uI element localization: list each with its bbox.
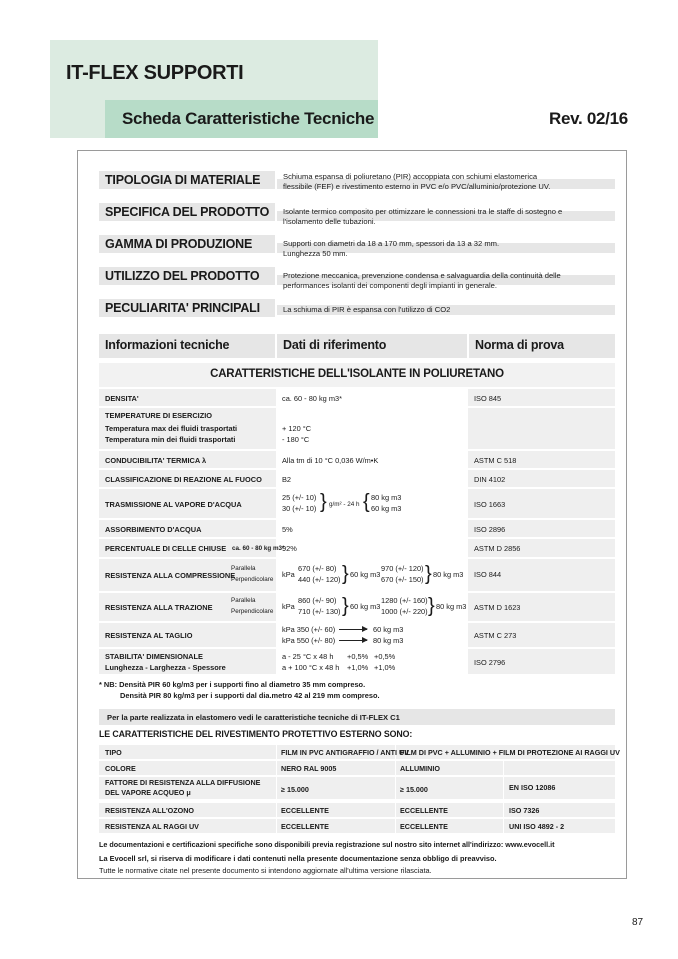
- row-sublabel: Perpendicolare: [231, 576, 274, 583]
- row-value: 30 (+/- 10): [282, 504, 317, 513]
- table-row: [99, 389, 615, 406]
- coating-row: [99, 745, 620, 759]
- row-label: RESISTENZA AL TAGLIO: [105, 631, 193, 640]
- overview-text: [283, 207, 613, 227]
- arrow-right-icon: [339, 629, 367, 630]
- coating-row: [99, 819, 615, 833]
- row-unit: g/m² - 24 h: [329, 501, 360, 508]
- row-value: 670 (+/- 80): [298, 564, 337, 573]
- row-value: 80 kg m3: [373, 636, 404, 645]
- row-label-extra: ca. 60 - 80 kg m3*: [232, 545, 285, 552]
- brace-icon: }: [342, 563, 349, 585]
- row-sublabel: Parallela: [231, 565, 256, 572]
- row-sublabel: Temperatura min dei fluidi trasportati: [105, 435, 236, 444]
- row-label: RESISTENZA ALLA TRAZIONE: [105, 603, 213, 612]
- overview-line: flessibile (FEF) e rivestimento esterno in PVC e/o PVC/alluminio/protezione UV.: [283, 182, 551, 191]
- footer-line: Tutte le normative citate nel presente documento si intendono aggiornate all'ultima versione rilasciata.: [99, 866, 432, 875]
- row-value: +1,0%: [374, 663, 396, 672]
- brace-icon: {: [363, 491, 370, 513]
- row-sublabel: Perpendicolare: [231, 608, 274, 615]
- row-unit: kPa: [282, 570, 295, 579]
- coating-label: FATTORE DI RESISTENZA ALLA DIFFUSIONE DEL VAPORE ACQUEO μ: [105, 778, 261, 797]
- overview-text: [283, 271, 613, 291]
- coating-norm: UNI ISO 4892 - 2: [509, 822, 565, 831]
- row-value: kPa 350 (+/- 60): [282, 625, 336, 634]
- table-row: [99, 623, 615, 647]
- coating-label: TIPO: [105, 748, 122, 757]
- coating-norm: ISO 7326: [509, 806, 540, 815]
- row-norm: ASTM D 1623: [474, 603, 521, 612]
- row-norm: ISO 844: [474, 570, 502, 579]
- row-value: 5%: [282, 525, 293, 534]
- overview-line: Lunghezza 50 mm.: [283, 249, 348, 258]
- coating-label: RESISTENZA AL RAGGI UV: [105, 822, 199, 831]
- coating-value: ECCELLENTE: [400, 822, 448, 831]
- row-value: ca. 60 - 80 kg m3*: [282, 394, 342, 403]
- overview-line: Protezione meccanica, prevenzione condensa e salvaguardia della continuità delle: [283, 271, 561, 280]
- coating-value: ECCELLENTE: [400, 806, 448, 815]
- column-header-norm: Norma di prova: [469, 334, 615, 358]
- coating-value: ≥ 15.000: [400, 785, 428, 794]
- coating-row: [99, 777, 615, 799]
- row-value: 440 (+/- 120): [298, 575, 341, 584]
- table-row: [99, 451, 615, 468]
- info-bar: Per la parte realizzata in elastomero vedi le caratteristiche tecniche di IT-FLEX C1: [99, 709, 615, 725]
- overview-line: Supporti con diametri da 18 a 170 mm, spessori da 13 a 32 mm.: [283, 239, 500, 248]
- overview-text: [283, 172, 613, 192]
- coating-title: LE CARATTERISTICHE DEL RIVESTIMENTO PROTETTIVO ESTERNO SONO:: [99, 729, 413, 739]
- coating-value: ≥ 15.000: [281, 785, 309, 794]
- row-label: DENSITA': [105, 394, 139, 403]
- table-row: [99, 559, 615, 591]
- row-value: Alla tm di 10 °C 0,036 W/m•K: [282, 456, 379, 465]
- row-value: 80 kg m3: [436, 602, 467, 611]
- coating-label: RESISTENZA ALL'OZONO: [105, 806, 195, 815]
- row-value: - 180 °C: [282, 435, 310, 444]
- overview-label: PECULIARITA' PRINCIPALI: [99, 299, 275, 317]
- page-subtitle: Scheda Caratteristiche Tecniche: [122, 109, 375, 128]
- row-value: a - 25 °C x 48 h: [282, 652, 334, 661]
- row-norm: ASTM C 273: [474, 631, 517, 640]
- row-label: TRASMISSIONE AL VAPORE D'ACQUA: [105, 500, 242, 509]
- row-label: CLASSIFICAZIONE DI REAZIONE AL FUOCO: [105, 475, 262, 484]
- coating-value: FILM IN PVC ANTIGRAFFIO / ANTI UV: [281, 748, 410, 757]
- row-norm: ISO 845: [474, 394, 502, 403]
- overview-label: GAMMA DI PRODUZIONE: [99, 235, 275, 253]
- overview-line: performances isolanti dei componenti degli impianti in generale.: [283, 281, 498, 290]
- row-norm: ASTM D 2856: [474, 544, 521, 553]
- overview-line: La schiuma di PIR è espansa con l'utilizzo di CO2: [283, 305, 451, 314]
- brace-icon: }: [320, 491, 327, 513]
- overview-text: [283, 305, 613, 315]
- table-row: [99, 649, 615, 674]
- row-value: 60 kg m3: [350, 602, 381, 611]
- row-value: 92%: [282, 544, 297, 553]
- table-row: [99, 489, 615, 518]
- coating-row: [99, 803, 615, 817]
- row-label: STABILITA' DIMENSIONALE: [105, 652, 203, 661]
- coating-row: [99, 761, 615, 775]
- table-row: [99, 520, 615, 537]
- coating-label: COLORE: [105, 764, 136, 773]
- overview-line: l'isolamento delle tubazioni.: [283, 217, 376, 226]
- row-norm: ASTM C 518: [474, 456, 517, 465]
- page-number: 87: [632, 917, 644, 928]
- row-sublabel: Temperatura max dei fluidi trasportati: [105, 424, 238, 433]
- row-value: 25 (+/- 10): [282, 493, 317, 502]
- row-label: ASSORBIMENTO D'ACQUA: [105, 525, 202, 534]
- row-value: +1,0%: [347, 663, 369, 672]
- coating-value: ECCELLENTE: [281, 822, 329, 831]
- row-value: +0,5%: [374, 652, 396, 661]
- row-value: 670 (+/- 150): [381, 575, 424, 584]
- coating-value: ECCELLENTE: [281, 806, 329, 815]
- row-label: PERCENTUALE DI CELLE CHIUSE: [105, 544, 227, 553]
- brace-icon: }: [428, 595, 435, 617]
- brace-icon: }: [342, 595, 349, 617]
- row-value: + 120 °C: [282, 424, 312, 433]
- page-title: IT-FLEX SUPPORTI: [66, 62, 244, 84]
- overview-line: Schiuma espansa di poliuretano (PIR) accoppiata con schiumi elastomerica: [283, 172, 538, 181]
- row-value: B2: [282, 475, 292, 484]
- overview-label: TIPOLOGIA DI MATERIALE: [99, 171, 275, 189]
- row-norm: DIN 4102: [474, 475, 506, 484]
- row-norm: ISO 2896: [474, 525, 506, 534]
- coating-value: ALLUMINIO: [400, 764, 440, 773]
- row-value: 970 (+/- 120): [381, 564, 424, 573]
- row-value: 60 kg m3: [373, 625, 404, 634]
- table-row: [99, 593, 615, 621]
- row-label: TEMPERATURE DI ESERCIZIO: [105, 411, 213, 420]
- table-row: [99, 539, 615, 557]
- table-row: [99, 408, 615, 449]
- table-row: [99, 470, 615, 487]
- row-value: kPa 550 (+/- 80): [282, 636, 336, 645]
- section-title: CARATTERISTICHE DELL'ISOLANTE IN POLIURETANO: [99, 363, 615, 387]
- row-value: 60 kg m3: [371, 504, 402, 513]
- note-line: * NB: Densità PIR 60 kg/m3 per i supporti fino al diametro 35 mm compreso.: [99, 680, 366, 689]
- row-unit: kPa: [282, 602, 295, 611]
- row-value: 710 (+/- 130): [298, 607, 341, 616]
- overview-text: [283, 239, 613, 259]
- row-value: +0,5%: [347, 652, 369, 661]
- coating-value: NERO RAL 9005: [281, 764, 337, 773]
- row-value: 860 (+/- 90): [298, 596, 337, 605]
- brace-icon: }: [425, 563, 432, 585]
- row-value: a + 100 °C x 48 h: [282, 663, 340, 672]
- row-sublabel: Lunghezza - Larghezza - Spessore: [105, 663, 226, 672]
- row-norm: ISO 1663: [474, 500, 506, 509]
- row-label: RESISTENZA ALLA COMPRESSIONE: [105, 571, 236, 580]
- row-value: 80 kg m3: [433, 570, 464, 579]
- footer-line: Le documentazioni e certificazioni specifiche sono disponibili previa registrazione sul nostro sito internet all'indirizzo: www.evocell.it: [99, 840, 555, 849]
- row-value: 60 kg m3: [350, 570, 381, 579]
- column-header-info: Informazioni tecniche: [99, 334, 275, 358]
- overview-line: Isolante termico composito per ottimizzare le connessioni tra le staffe di sostegno e: [283, 207, 563, 216]
- row-norm: ISO 2796: [474, 658, 506, 667]
- coating-value: FILM DI PVC + ALLUMINIO + FILM DI PROTEZIONE AI RAGGI UV: [400, 748, 620, 757]
- arrow-right-icon: [339, 640, 367, 641]
- revision-label: Rev. 02/16: [549, 109, 628, 128]
- row-value: 80 kg m3: [371, 493, 402, 502]
- row-value: 1280 (+/- 160): [381, 596, 428, 605]
- row-label: CONDUCIBILITA' TERMICA λ: [105, 456, 207, 465]
- overview-label: UTILIZZO DEL PRODOTTO: [99, 267, 275, 285]
- note-line: Densità PIR 80 kg/m3 per i supporti dal dia.metro 42 al 219 mm compreso.: [120, 691, 380, 700]
- coating-norm: EN ISO 12086: [509, 783, 556, 792]
- row-sublabel: Parallela: [231, 597, 256, 604]
- overview-label: SPECIFICA DEL PRODOTTO: [99, 203, 275, 221]
- row-value: 1000 (+/- 220): [381, 607, 428, 616]
- column-header-ref: Dati di riferimento: [277, 334, 467, 358]
- footer-line: La Evocell srl, si riserva di modificare i dati contenuti nella presente documentazione senza obbligo di preavviso.: [99, 854, 497, 863]
